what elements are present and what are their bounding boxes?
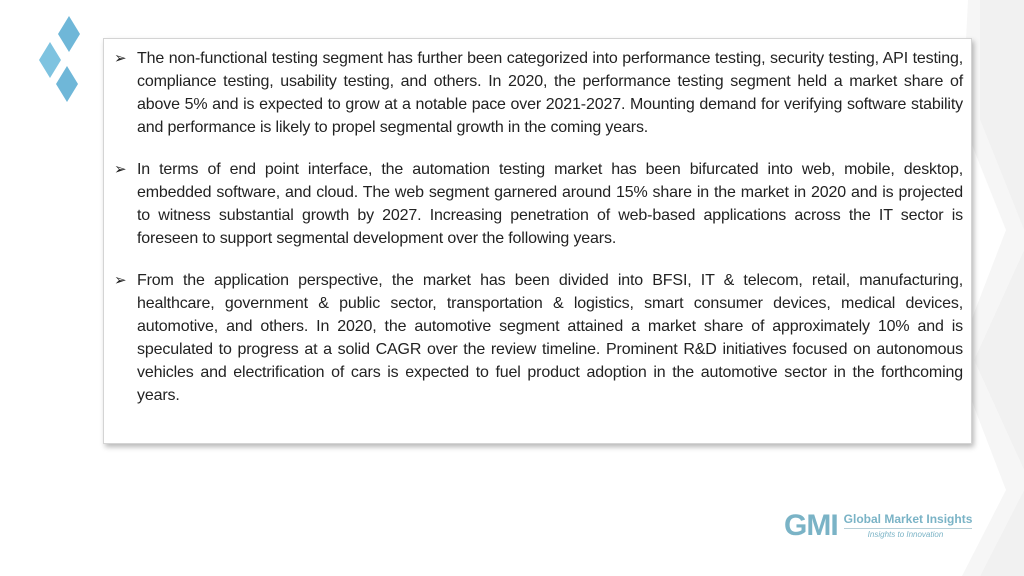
bullet-text: In terms of end point interface, the automation testing market has been bifurcated into web, mobile, desktop, embedded software, and cloud. The web segment garnered around 15% share in the market in 2020 and is projected to witness substantial growth by 2027. Increasing penetration of web-based applications across the IT sector is foreseen to support segmental development over the following years. xyxy=(137,161,963,247)
bullet-text: From the application perspective, the market has been divided into BFSI, IT & telecom, retail, manufacturing, healthcare, government & public sector, transportation & logistics, smart consumer devices, medical devices, automotive, and others. In 2020, the automotive segment attained a market share of approximately 10% and is speculated to progress at a solid CAGR over the review timeline. Prominent R&D initiatives focused on autonomous vehicles and electrification of cars is expected to fuel product adoption in the automotive sector in the forthcoming years. xyxy=(137,272,963,404)
content-card xyxy=(103,38,972,444)
diamond-logo-icon xyxy=(36,14,86,108)
company-logo xyxy=(784,508,984,544)
arrow-bullet-icon: ➢ xyxy=(114,272,127,289)
logo-tagline: Insights to Innovation xyxy=(867,530,944,539)
arrow-bullet-icon: ➢ xyxy=(114,50,127,67)
bullet-text: The non-functional testing segment has further been categorized into performance testing, security testing, API testing, compliance testing, usability testing, and others. In 2020, the performance testing segment held a market share of above 5% and is expected to grow at a notable pace over 2021-2027. Mounting demand for verifying software stability and performance is likely to propel segmental growth in the coming years. xyxy=(137,50,963,136)
logo-mark: GMI xyxy=(784,509,838,542)
logo-company-name: Global Market Insights xyxy=(844,512,973,529)
bullet-item xyxy=(112,47,963,139)
bullet-item xyxy=(112,269,963,407)
logo-text xyxy=(844,512,973,540)
arrow-bullet-icon: ➢ xyxy=(114,161,127,178)
bullet-item xyxy=(112,158,963,250)
